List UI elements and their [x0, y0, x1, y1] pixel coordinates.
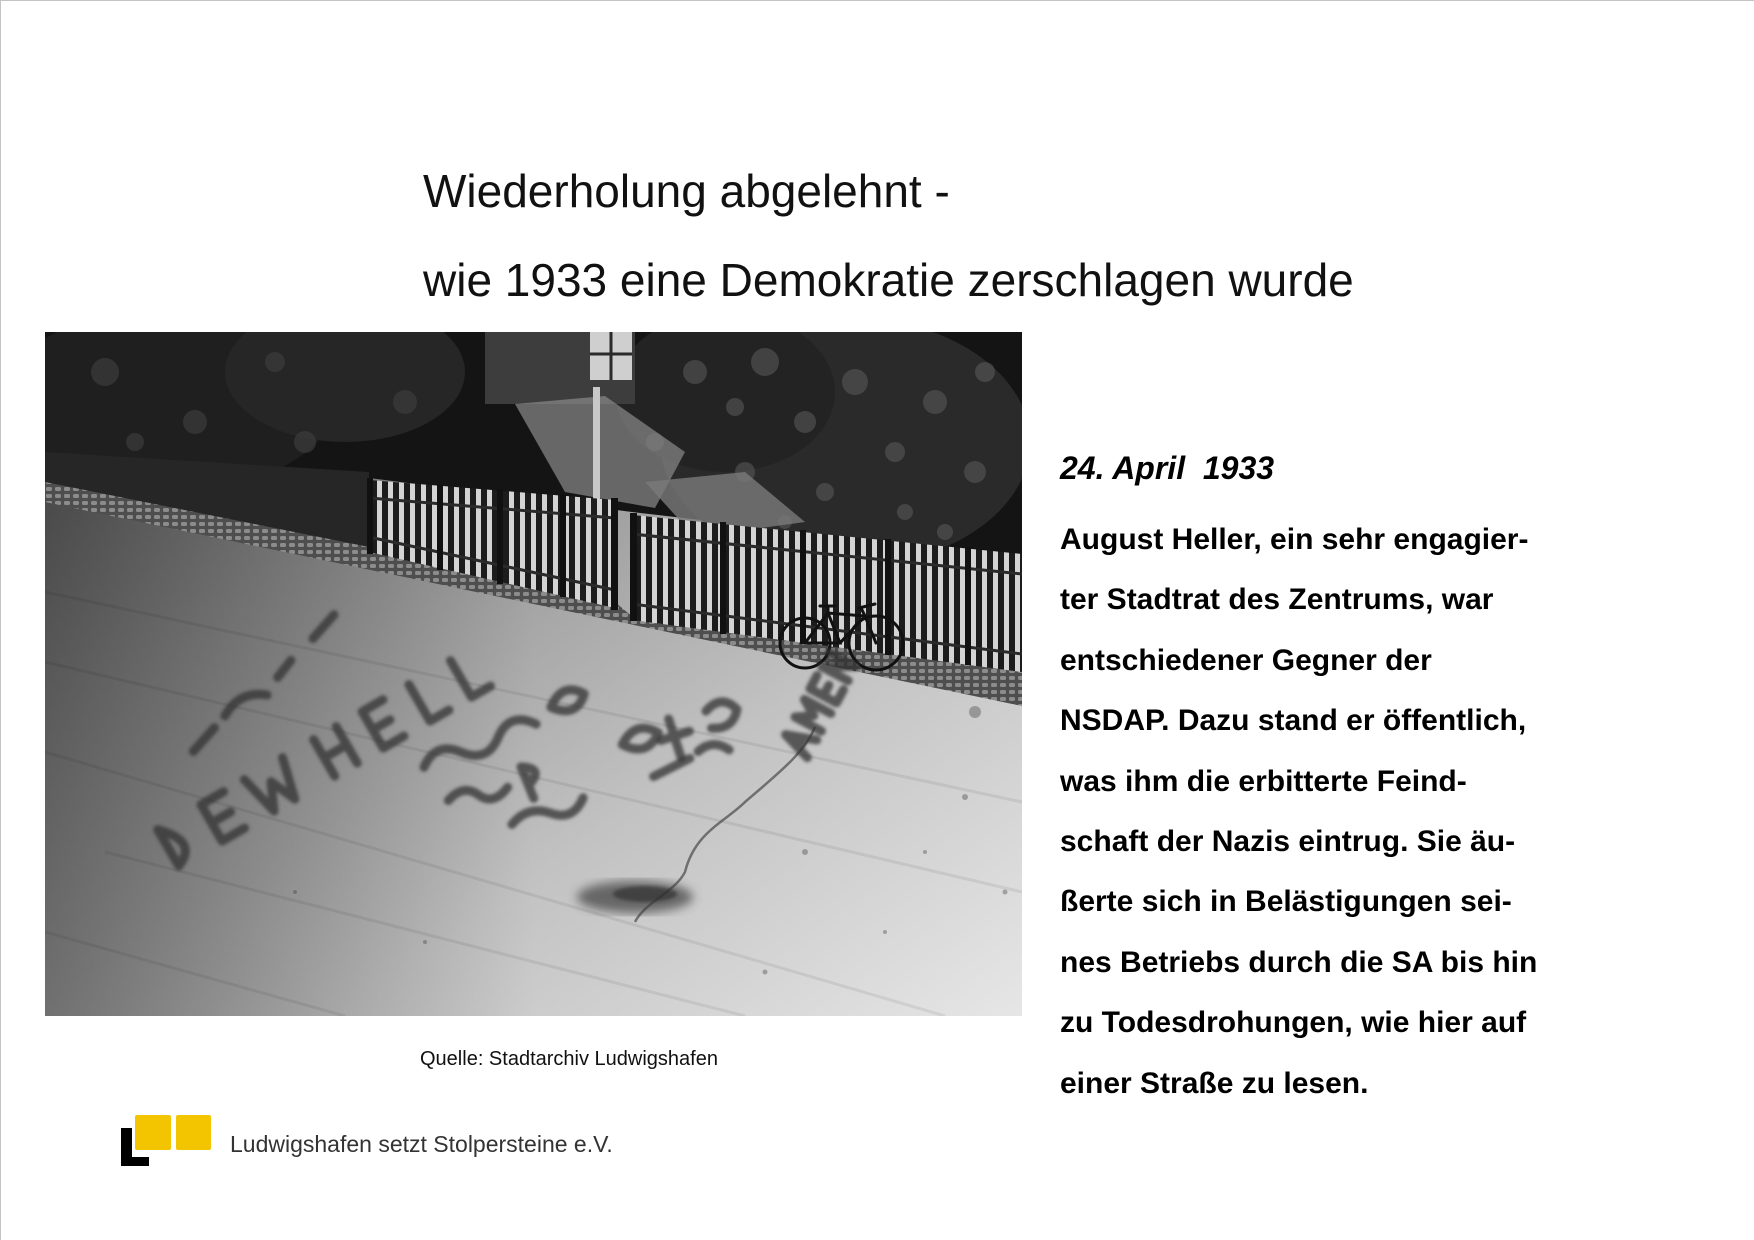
logo-yellow-square-right	[176, 1115, 211, 1150]
article-body	[1060, 510, 1537, 1114]
article-line: einer Straße zu lesen.	[1060, 1066, 1369, 1100]
historic-photo	[45, 332, 1022, 1016]
article-line: August Heller, ein sehr engagier-	[1060, 523, 1529, 556]
lamp-post	[593, 387, 600, 507]
logo-yellow-square-left	[135, 1115, 171, 1150]
article-line: was ihm die erbitterte Feind-	[1060, 764, 1467, 798]
logo-letter-l-horizontal	[121, 1157, 149, 1166]
article-line: zu Todesdrohungen, wie hier auf	[1060, 1006, 1527, 1040]
page-title-line-1: Wiederholung abgelehnt -	[423, 165, 950, 217]
article-date: 24. April 1933	[1060, 450, 1275, 486]
article-line: ßerte sich in Belästigungen sei-	[1060, 885, 1512, 919]
article-line: nes Betriebs durch die SA bis hin	[1060, 945, 1538, 979]
article-line: ter Stadtrat des Zentrums, war	[1060, 583, 1494, 617]
street-photo	[45, 332, 1022, 1016]
organization-name: Ludwigshafen setzt Stolpersteine e.V.	[230, 1131, 613, 1157]
page-title-line-2: wie 1933 eine Demokratie zerschlagen wurde	[423, 254, 1354, 306]
photo-caption: Quelle: Stadtarchiv Ludwigshafen	[420, 1048, 718, 1070]
article-line: NSDAP. Dazu stand er öffentlich,	[1060, 704, 1527, 738]
road-smudge	[577, 881, 693, 913]
article-line: schaft der Nazis eintrug. Sie äu-	[1060, 824, 1516, 858]
article-line: entschiedener Gegner der	[1060, 643, 1432, 677]
